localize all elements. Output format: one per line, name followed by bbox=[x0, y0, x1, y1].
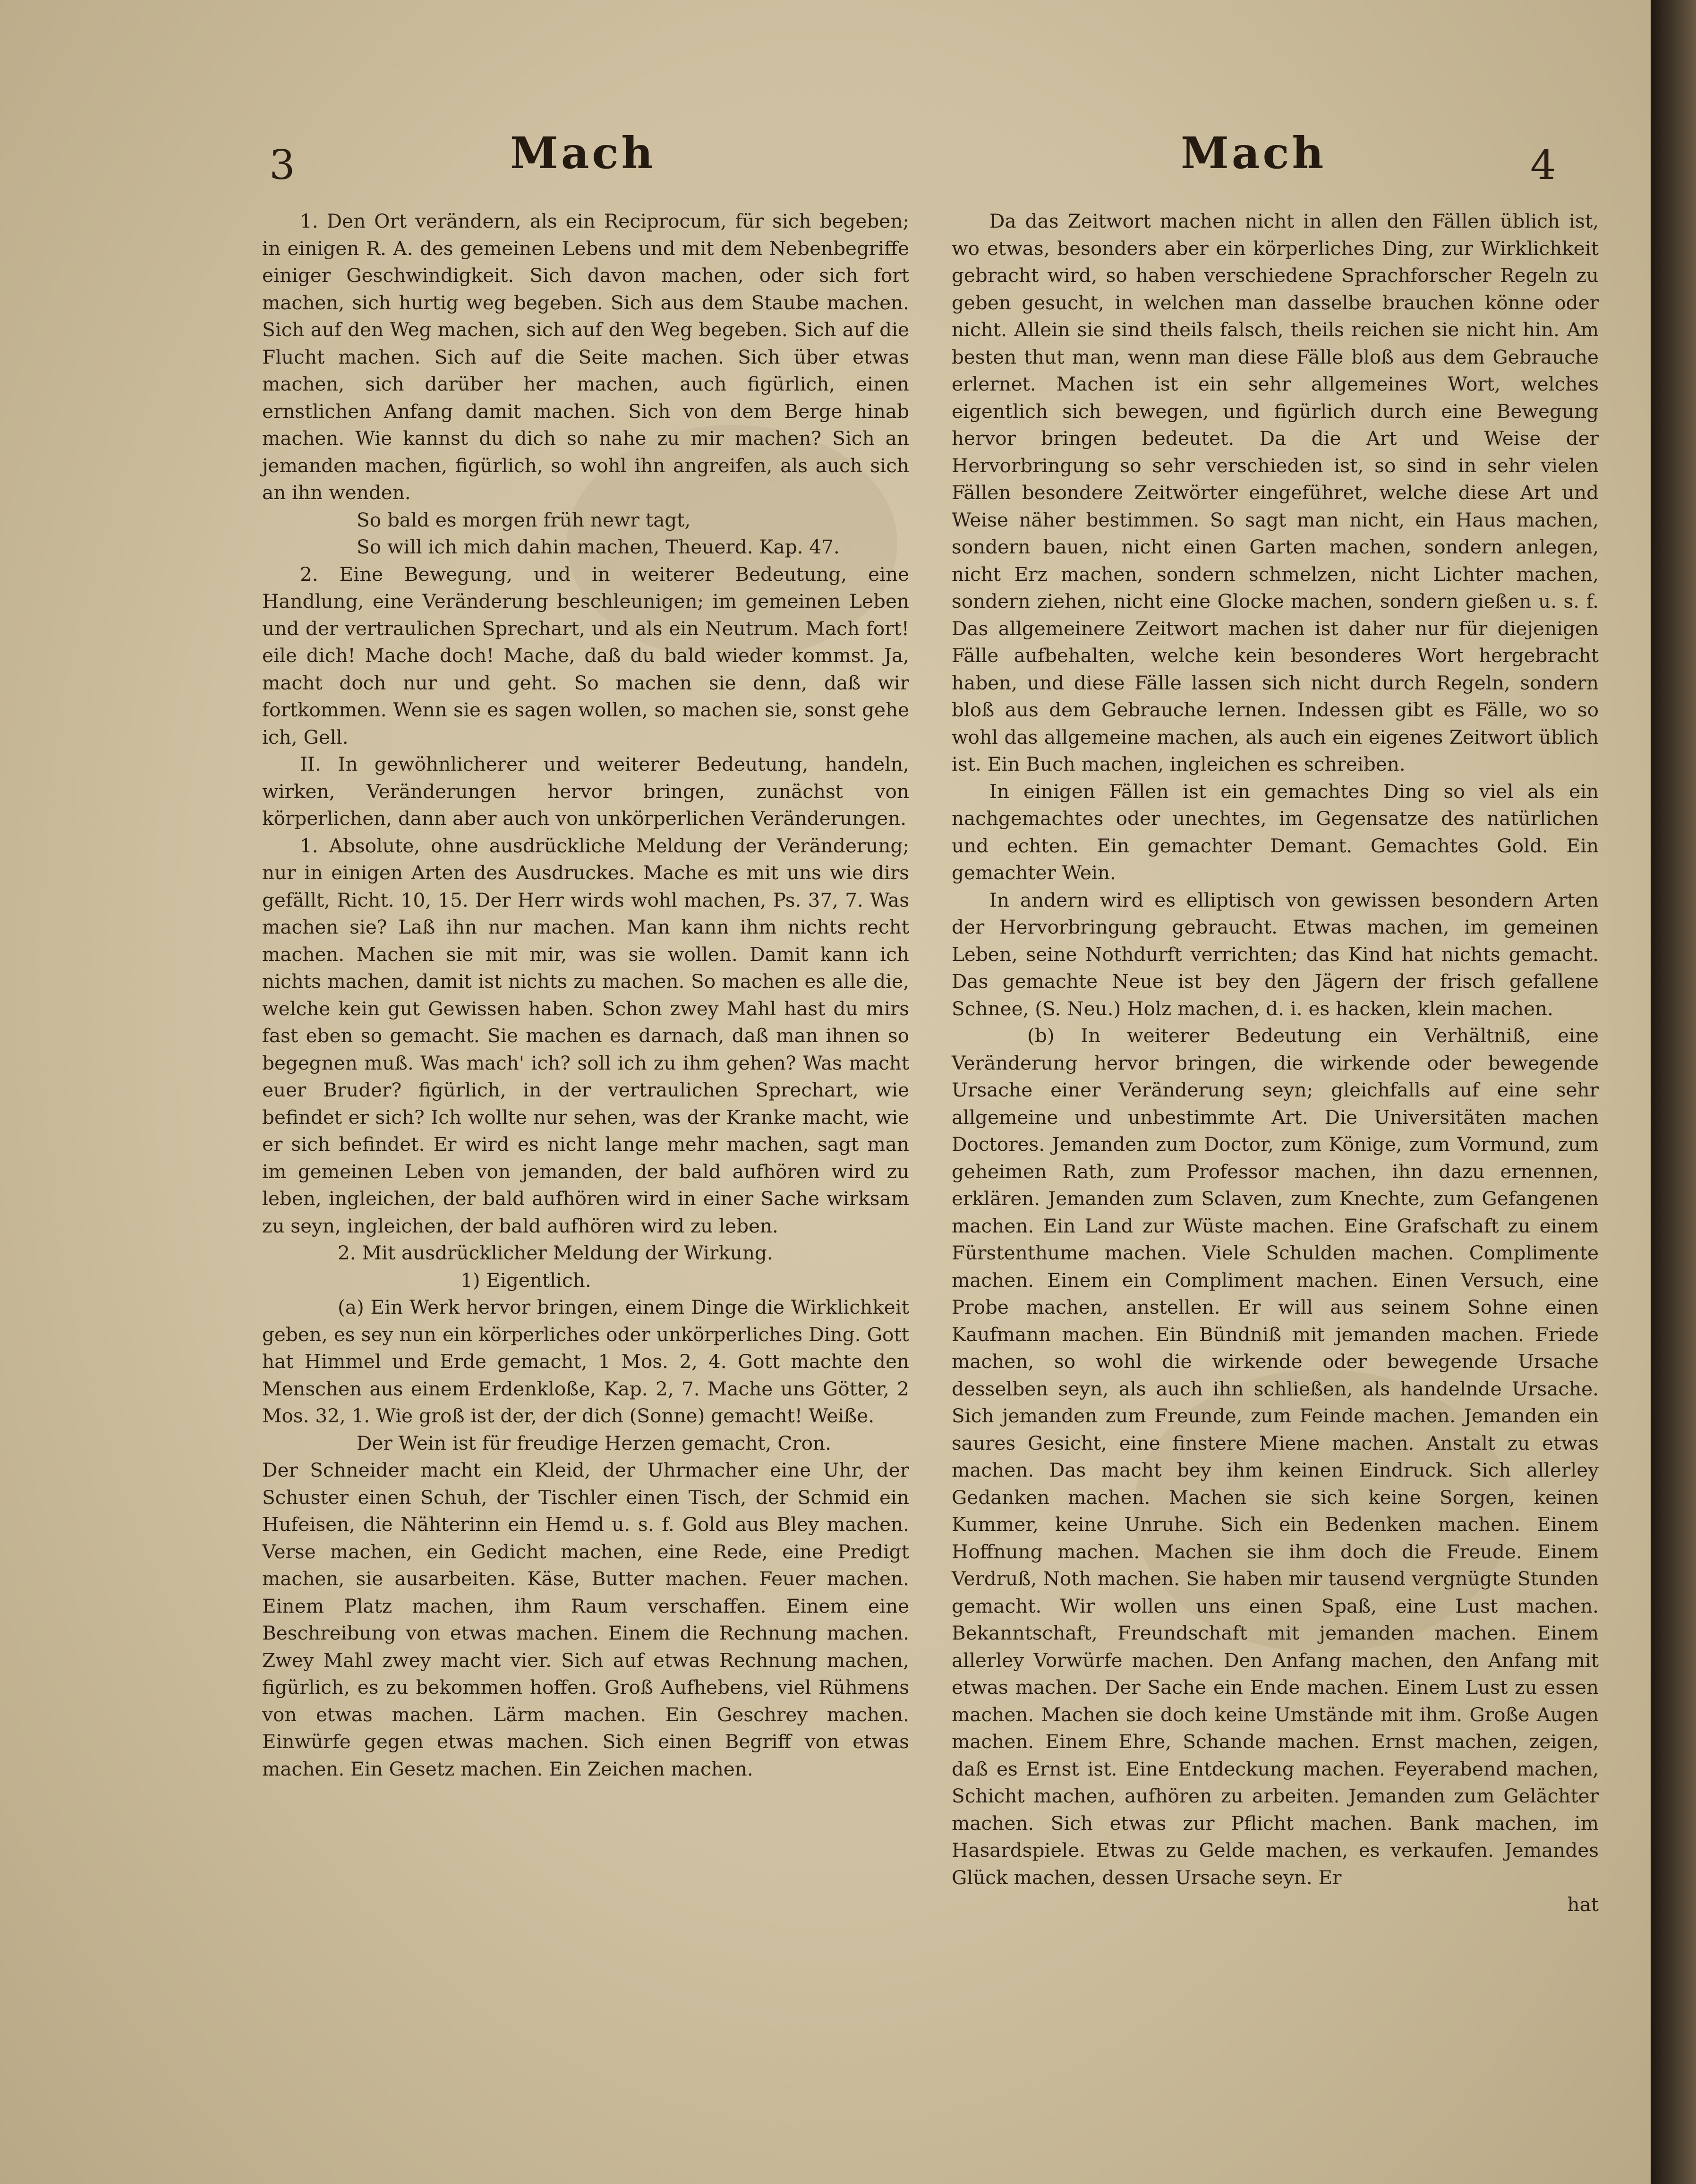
subheading: 1) Eigentlich. bbox=[460, 1268, 591, 1292]
paragraph: In einigen Fällen ist ein gemachtes Ding so viel als ein nachgemachtes oder unechtes, im Gegensatze des natürlichen und echten. Ein gemachter Demant. Gemachtes Gold. Ein gemachter Wein. bbox=[952, 780, 1599, 884]
paragraph: Da das Zeitwort machen nicht in allen den Fällen üblich ist, wo etwas, besonders aber ein körperliches Ding, zur Wirklichkeit gebracht wird, so haben verschiedene Sprachforscher Regeln zu geben gesucht, in welchen man dasselbe brauchen könne oder nicht. Allein sie sind theils falsch, theils reichen sie nicht hin. Am besten thut man, wenn man diese Fälle bloß aus dem Gebrauche erlernet. Machen ist ein sehr allgemeines Wort, welches eigentlich sich bewegen, und figürlich durch eine Bewegung hervor bringen bedeutet. Da die Art und Weise der Hervorbringung so sehr verschieden ist, so sind in sehr vielen Fällen besondere Zeitwörter eingeführet, welche diese Art und Weise näher bestimmen. So sagt man nicht, ein Haus machen, sondern bauen, nicht einen Garten machen, sondern anlegen, nicht Erz machen, sondern schmelzen, nicht Lichter machen, sondern ziehen, nicht eine Glocke machen, sondern gießen u. s. f. Das allgemeinere Zeitwort machen ist daher nur für diejenigen Fälle aufbehalten, welche kein besonderes Wort hergebracht haben, und diese Fälle lassen sich nicht durch Regeln, sondern bloß aus dem Gebrauche lernen. Indessen gibt es Fälle, wo so wohl das allgemeine machen, als auch ein eigenes Zeitwort üblich ist. Ein Buch machen, ingleichen es schreiben. bbox=[952, 210, 1599, 775]
subheading: 2. Mit ausdrücklicher Meldung der Wirkung. bbox=[338, 1241, 773, 1264]
paragraph: (a) Ein Werk hervor bringen, einem Dinge die Wirklichkeit geben, es sey nun ein körperliches oder unkörperliches Ding. Gott hat Himmel und Erde gemacht, 1 Mos. 2, 4. Gott machte den Menschen aus einem Erdenkloße, Kap. 2, 7. Mache uns Götter, 2 Mos. 32, 1. Wie groß ist der, der dich (Sonne) gemacht! Weiße. bbox=[262, 1296, 909, 1427]
verse-line: So will ich mich dahin machen, Theuerd. Kap. 47. bbox=[357, 535, 840, 558]
paragraph: (b) In weiterer Bedeutung ein Verhältniß, eine Veränderung hervor bringen, die wirkende oder bewegende Ursache einer Veränderung seyn; gleichfalls auf eine sehr allgemeine und unbestimmte Art. Die Universitäten machen Doctores. Jemanden zum Doctor, zum Könige, zum Vormund, zum geheimen Rath, zum Professor machen, ihn dazu ernennen, erklären. Jemanden zum Sclaven, zum Knechte, zum Gefangenen machen. Ein Land zur Wüste machen. Eine Grafschaft zu einem Fürstenthume machen. Viele Schulden machen. Complimente machen. Einem ein Compliment machen. Einen Versuch, eine Probe machen, anstellen. Er will aus seinem Sohne einen Kaufmann machen. Ein Bündniß mit jemanden machen. Friede machen, so wohl die wirkende oder bewegende Ursache desselben seyn, als auch ihn schließen, als handelnde Ursache. Sich jemanden zum Freunde, zum Feinde machen. Jemanden ein saures Gesicht, eine finstere Miene machen. Anstalt zu etwas machen. Das macht bey ihm keinen Eindruck. Sich allerley Gedanken machen. Machen sie sich keine Sorgen, keinen Kummer, keine Unruhe. Sich ein Bedenken machen. Einem Hoffnung machen. Machen sie ihm doch die Freude. Einem Verdruß, Noth machen. Sie haben mir tausend vergnügte Stunden gemacht. Wir wollen uns einen Spaß, eine Lust machen. Bekanntschaft, Freundschaft mit jemanden machen. Einem allerley Vorwürfe machen. Den Anfang machen, den Anfang mit etwas machen. Der Sache ein Ende machen. Einem Lust zu essen machen. Machen sie doch keine Umstände mit ihm. Große Augen machen. Einem Ehre, Schande machen. Ernst machen, zeigen, daß es Ernst ist. Eine Entdeckung machen. Feyerabend machen, Schicht machen, aufhören zu arbeiten. Jemanden zum Gelächter machen. Sich etwas zur Pflicht machen. Bank machen, im Hasardspiele. Etwas zu Gelde machen, es verkaufen. Jemandes Glück machen, dessen Ursache seyn. Er bbox=[952, 1024, 1599, 1889]
page-number-right: 4 bbox=[1530, 142, 1556, 189]
paragraph: 2. Eine Bewegung, und in weiterer Bedeutung, eine Handlung, eine Veränderung beschleunigen; im gemeinen Leben und der vertraulichen Sprechart, und als ein Neutrum. Mach fort! eile dich! Mache doch! Mache, daß du bald wieder kommst. Ja, macht doch nur und geht. So machen sie denn, daß wir fortkommen. Wenn sie es sagen wollen, so machen sie, sonst gehe ich, Gell. bbox=[262, 562, 909, 748]
running-head-right: Mach bbox=[1181, 127, 1327, 178]
paragraph: In andern wird es elliptisch von gewissen besondern Arten der Hervorbringung gebraucht. Etwas machen, im gemeinen Leben, seine Nothdurft verrichten; das Kind hat nichts gemacht. Das gemachte Neue ist bey den Jägern der frisch gefallene Schnee, (S. Neu.) Holz machen, d. i. es hacken, klein machen. bbox=[952, 888, 1599, 1020]
paragraph: 1. Den Ort verändern, als ein Reciprocum, für sich begeben; in einigen R. A. des gemeinen Lebens und mit dem Nebenbegriffe einiger Geschwindigkeit. Sich davon machen, oder sich fort machen, sich hurtig weg begeben. Sich aus dem Staube machen. Sich auf den Weg machen, sich auf den Weg begeben. Sich auf die Flucht machen. Sich auf die Seite machen. Sich über etwas machen, sich darüber her machen, auch figürlich, einen ernstlichen Anfang damit machen. Sich von dem Berge hinab machen. Wie kannst du dich so nahe zu mir machen? Sich an jemanden machen, figürlich, so wohl ihn angreifen, als auch sich an ihn wenden. bbox=[262, 210, 909, 504]
left-column bbox=[262, 208, 909, 1783]
verse-line: Der Wein ist für freudige Herzen gemacht, Cron. bbox=[357, 1431, 831, 1454]
catchword: hat bbox=[1567, 1893, 1599, 1916]
right-column bbox=[952, 208, 1599, 1919]
page-number-left: 3 bbox=[269, 142, 295, 189]
running-head-left: Mach bbox=[510, 127, 656, 178]
paragraph: Der Schneider macht ein Kleid, der Uhrmacher eine Uhr, der Schuster einen Schuh, der Tischler einen Tisch, der Schmid ein Hufeisen, die Nähterinn ein Hemd u. s. f. Gold aus Bley machen. Verse machen, ein Gedicht machen, eine Rede, eine Predigt machen, sie ausarbeiten. Käse, Butter machen. Feuer machen. Einem Platz machen, ihm Raum verschaffen. Einem eine Beschreibung von etwas machen. Einem die Rechnung machen. Zwey Mahl zwey macht vier. Sich auf etwas Rechnung machen, figürlich, es zu bekommen hoffen. Groß Aufhebens, viel Rühmens von etwas machen. Lärm machen. Ein Geschrey machen. Einwürfe gegen etwas machen. Sich einen Begriff von etwas machen. Ein Gesetz machen. Ein Zeichen machen. bbox=[262, 1459, 909, 1780]
verse-line: So bald es morgen früh newr tagt, bbox=[357, 508, 691, 531]
book-gutter bbox=[1651, 0, 1696, 2184]
paragraph: 1. Absolute, ohne ausdrückliche Meldung der Veränderung; nur in einigen Arten des Ausdruckes. Mache es mit uns wie dirs gefällt, Richt. 10, 15. Der Herr wirds wohl machen, Ps. 37, 7. Was machen sie? Laß ihn nur machen. Man kann ihm nichts recht machen. Machen sie mit mir, was sie wollen. Damit kann ich nichts machen, damit ist nichts zu machen. So machen es alle die, welche kein gut Gewissen haben. Schon zwey Mahl hast du mirs fast eben so gemacht. Sie machen es darnach, daß man ihnen so begegnen muß. Was mach' ich? soll ich zu ihm gehen? Was macht euer Bruder? figürlich, in der vertraulichen Sprechart, wie befindet er sich? Ich wollte nur sehen, was der Kranke macht, wie er sich befindet. Er wird es nicht lange mehr machen, sagt man im gemeinen Leben von jemanden, der bald aufhören wird zu leben, ingleichen, der bald aufhören wird in einer Sache wirksam zu seyn, ingleichen, der bald aufhören wird zu leben. bbox=[262, 834, 909, 1237]
paragraph: II. In gewöhnlicherer und weiterer Bedeutung, handeln, wirken, Veränderungen hervor bringen, zunächst von körperlichen, dann aber auch von unkörperlichen Veränderungen. bbox=[262, 753, 909, 830]
